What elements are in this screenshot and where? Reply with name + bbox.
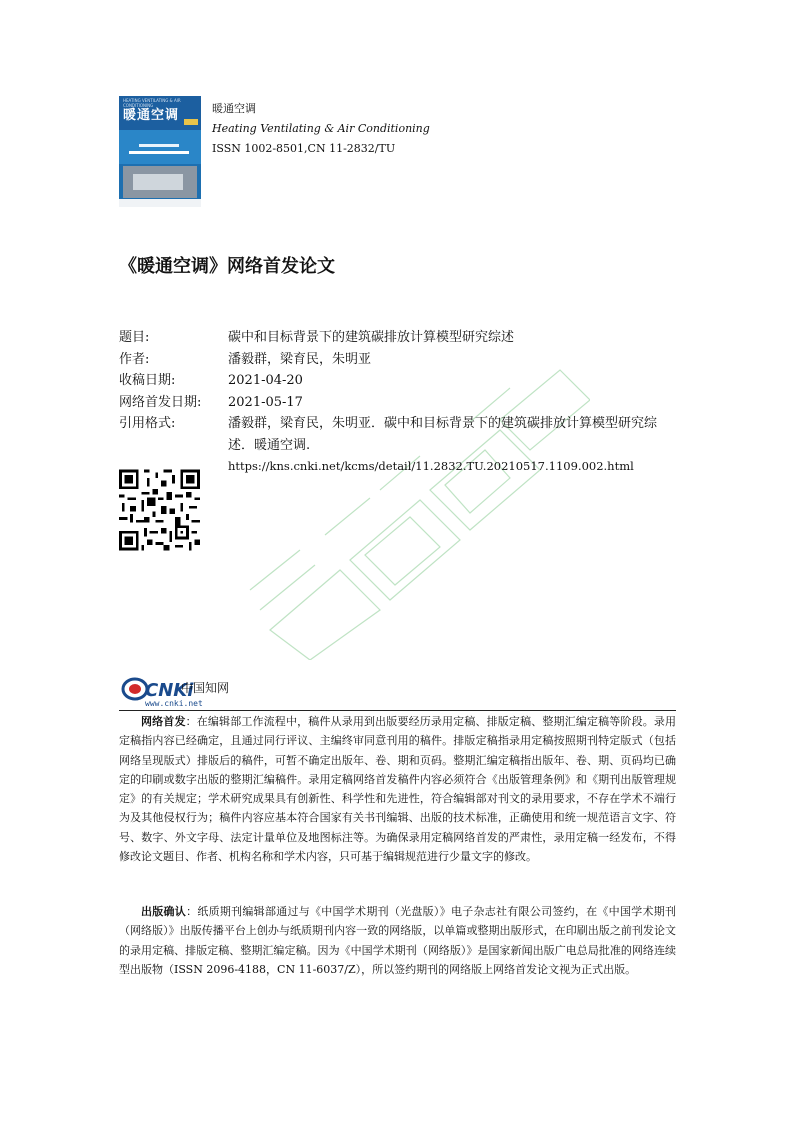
citation-label: 引用格式:: [119, 416, 176, 431]
notice-publication-label: 出版确认: [141, 905, 187, 918]
journal-info: [212, 99, 430, 159]
cnki-logo-url: www.cnki.net: [145, 699, 203, 708]
cover-photo-detail: [133, 174, 183, 190]
meta-row-title: [119, 327, 679, 349]
online-date-value: 2021-05-17: [228, 394, 303, 410]
article-metadata: [119, 327, 679, 478]
cnki-logo-word: CNKi: [145, 680, 194, 701]
cover-masthead: 暖通空调: [123, 108, 180, 123]
title-value: 碳中和目标背景下的建筑碳排放计算模型研究综述: [228, 330, 515, 345]
citation-line-2: 述．暖通空调.: [228, 437, 311, 453]
journal-issn: ISSN 1002-8501,CN 11-2832/TU: [212, 142, 396, 155]
journal-name-cn: 暖通空调: [212, 102, 256, 115]
page-title: 《暖通空调》网络首发论文: [119, 256, 335, 277]
notice-online-first: [119, 712, 676, 866]
citation-value: [228, 413, 679, 478]
received-label: 收稿日期:: [119, 373, 176, 388]
online-date-label: 网络首发日期:: [119, 394, 202, 410]
meta-row-online: [119, 392, 679, 414]
cnki-logo: [121, 672, 231, 708]
authors-label: 作者:: [119, 351, 150, 367]
citation-url-link[interactable]: https://kns.cnki.net/kcms/detail/11.2832.TU.20210517.1109.002.html: [228, 459, 634, 473]
citation-line-1: 潘毅群，梁育民，朱明亚．碳中和目标背景下的建筑碳排放计算模型研究综: [228, 416, 658, 431]
cover-band: [119, 130, 201, 164]
cnki-logo-chinese: 中国知网: [181, 681, 230, 695]
cover-headline-2: [129, 151, 189, 154]
authors-value: 潘毅群，梁育民，朱明亚: [228, 351, 372, 367]
meta-row-received: [119, 370, 679, 392]
cover-headline-1: [139, 144, 179, 147]
cnki-logo-graphic: [121, 672, 231, 708]
cover-small-text: HEATING VENTILATING & AIR CONDITIONING: [123, 98, 181, 108]
received-value: 2021-04-20: [228, 373, 303, 388]
notice-publication: [119, 902, 676, 979]
notice-online-first-text: ：在编辑部工作流程中，稿件从录用到出版要经历录用定稿、排版定稿、整期汇编定稿等阶段。录用定稿指内容已经确定，且通过同行评议、主编终审同意刊用的稿件。排版定稿指录用定稿按照期刊特定版式（包括网络呈现版式）排版后的稿件，可暂不确定出版年、卷、期和页码。整期汇编定稿指出版年、卷、期、页码均已确定的印刷或数字出版的整期汇编稿件。录用定稿网络首发稿件内容必须符合《出版管理条例》和《期刊出版管理规定》的有关规定；学术研究成果具有创新性、科学性和先进性，符合编辑部对刊文的录用要求，不存在学术不端行为及其他侵权行为；稿件内容应基本符合国家有关书刊编辑、出版的技术标准，正确使用和统一规范语言文字、符号、数字、外文字母、法定计量单位及地图标注等。为确保录用定稿网络首发的严肃性，录用定稿一经发布，不得修改论文题目、作者、机构名称和学术内容，只可基于编辑规范进行少量文字的修改。: [119, 715, 677, 864]
meta-row-citation: [119, 413, 679, 478]
notice-publication-text: ：纸质期刊编辑部通过与《中国学术期刊（光盘版）》电子杂志社有限公司签约，在《中国学术期刊（网络版）》出版传播平台上创办与纸质期刊内容一致的网络版，以单篇或整期出版形式，在印刷出版之前刊发论文的录用定稿、排版定稿、整期汇编定稿。因为《中国学术期刊（网络版）》是国家新闻出版广电总局批准的网络连续型出版物（ISSN 2096-4188，CN 11-6037/Z），所以签约期刊的网络版上网络首发论文视为正式出版。: [119, 905, 677, 976]
notice-online-first-label: 网络首发: [141, 715, 186, 728]
journal-cover-image: [119, 96, 201, 207]
meta-row-authors: [119, 349, 679, 371]
qr-code[interactable]: [119, 469, 200, 551]
cover-footer: [119, 199, 201, 207]
cover-tag: [184, 119, 198, 125]
title-label: 题目:: [119, 330, 150, 345]
divider-line: [119, 710, 676, 711]
journal-name-en: Heating Ventilating & Air Conditioning: [212, 122, 430, 135]
